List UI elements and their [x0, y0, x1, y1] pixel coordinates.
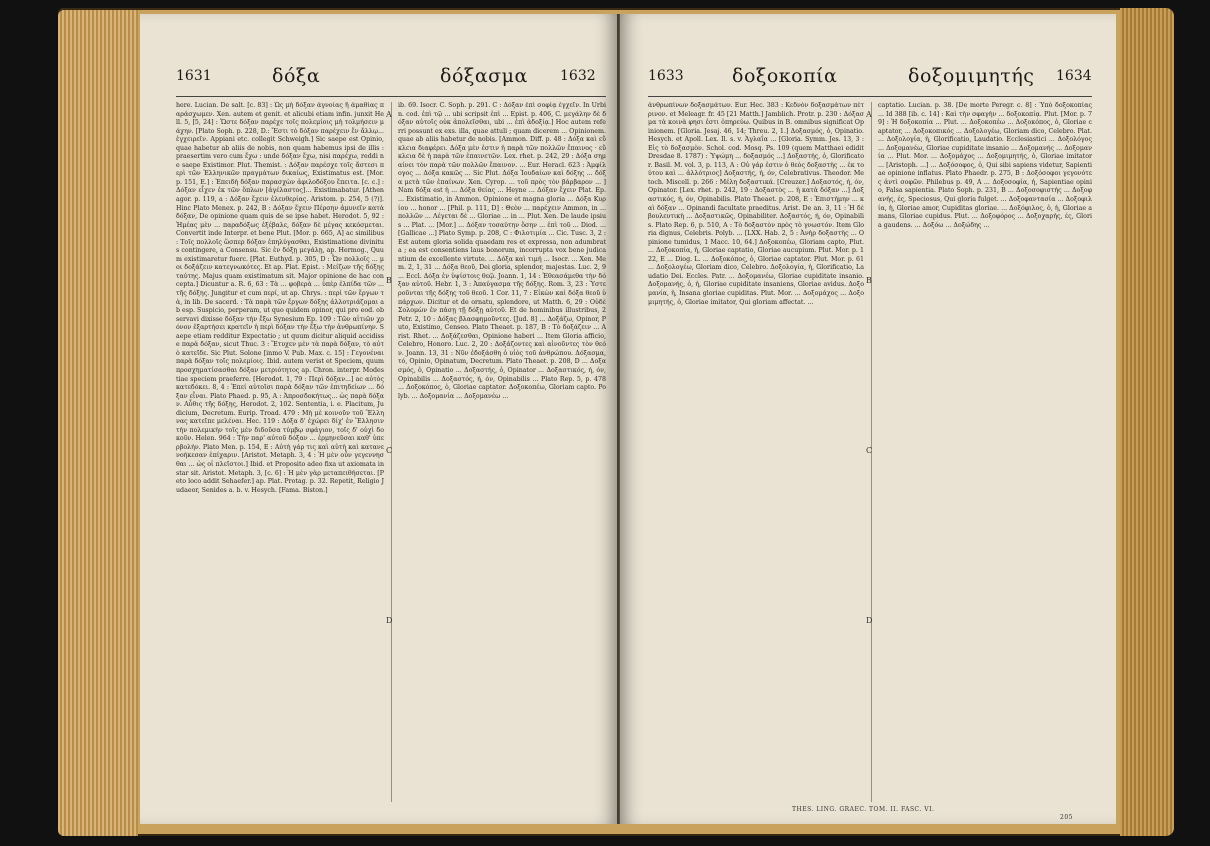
running-headword: δόξασμα [440, 65, 528, 87]
text-column-left: here. Lucian. De salt. [c. 83] : Ὡς μὴ δόξαν ἀγνοίας ἢ ἀμαθίας παράσχωμεν. Xen. autem et genit. et alicubi etiam infin. junxit Hell. 5, [5, 24] : Ὥστε δόξαν παρέχε τοῖς πολεμίοις μὴ τολμήσειν μάχην. [Plato Soph. p. 228, D.: Ἔστι τὸ δόξαν παρέχειν ἔν ἄλλῳ...ἐγχειρεῖν. Appiani etc. collegit Schweigh.] Sic saepe est Opinio, quae habetur ab aliis de nobis, non quam habemus ipsi de illis : praesertim vero cum ἔχω : unde δόξαν ἔχω, nisi παρέχω, reddi ne saepe Existimor. Plut. Themist. : Δόξαν παρέσχε τοῖς ἄστεσι περὶ τῶν Ἑλληνικῶν πραγμάτων δικαίως, Existimatus est. [Mor. p. 151, E.] : Ἐπειδὴ δόξαν παρασχὼν ἀφιλοδόξου ἔπειτα. [c. c.] : Δόξαν εἶχεν ἐκ τῶν ὅπλων [ἀγέλαστος]... Existimabatur. [Athenagor. p. 119, a : Δόξαν ἔχειν ἐλευθερίας. Aristom. p. 254, 5 (?)]. Hinc Plato Menex. p. 242, B : Δόξαν ἔχειν Πέρσην ἀμυνεῖν κατὰ δόξαν, De opinione quam quis de se ipse habet. Herodot. 5, 92 : Ἡμέας μὲν ... παραδόξως ἐξέβαλε, δόξαν δὲ μέγας κεκόσμεται. Convertit inde Interpr. et bene Plut. [Mor. p. 665, A] ac similibus : Τοῖς πολλοῖς ὥσπερ δόξαν ἐπηλύγασθαι, Existimatione divinitus contingere, a Consensu. Sic ἐν δόξῃ μεγάλῃ, ap. Hermog., Quum existimaretur fuerc. [Plat. Euthyd. p. 305, D : Ὧν πολλοῖς ... μοι δοξάζειν κατεγνωκότες. Et ap. Plat. Epist. : Μείζων τῆς δόξης ταύτης. Majus quam existimatum sit. Major opinione de hac concepta.] Dicuntur a. R. 6, 63 : Τὰ ... φοβερὰ ... ὑπὲρ ἐλπίδα τῶν ... τῆς δόξης. Jungitur et cum περί, ut ap. Chrys. : περὶ τῶν ἔργων τὰ, in lib. De sacerd. : Τὰ παρὰ τῶν ἔργων δόξης ἀλλοτριάζομαι ab esp. Suspicio, perperam, ut quo quidem opinor, qui pro eod. observavi dixisse δόξαν τὴν ἔξω Synesium Ep. 109 : Τῶν αἰτιῶν χρόνον ἐξαρτήσει κρατεῖν ἡ περὶ δόξαν τὴν ἔξω τὴν ἀνθρωπίνην. Saepe etiam redditur Expectatio ; ut quum dicitur aliquid accidisse παρὰ δόξαν, sicut Thuc. 3 : Ἔτυχεν μὲν τὰ παρὰ δόξαν, τὸ αὐτὸ κατεῖδε. Sic Plut. Solone [inmo V. Pub. Max. c. 15] : Γεγονέναι παρὰ δόξαν τοῖς πολεμίοις. Ibid. autem verist et Speciem, quum προσχηματίσασθαι δόξαν μετριότητος ap. Chron. interpr. Modestiae speciem praeferre. [Herodot. 1, 79 : Περὶ δόξαν...] ac αὐτὸς κατεδόκει. 8, 4 : Ἐπεί αὐτοῖσι παρὰ δόξαν τῶν ἐπιτηδείων ... δόξαν εἶναι. Plato Phaed. p. 95, A : Ἀπροσδοκήτως... ὡς παρὰ δόξαν. Αὖθις τῆς δόξης, Herodot. 2, 102. Sententia, i. e. Placitum, Judicium, Decretum. Eurip. Troad. 479 : Μὴ μὲ κοινοῦν τοῦ Ἕλληνας κατεῖπε μελέναι. Hec. 119 : Δόξα δ' ἐχώρει δίχ' ἐν Ἕλλησιν τὴν πολεμικὴν τοῖς μὲν διδοῦσα τύμβῳ σφάγιον, τοῖς δ' οὐχὶ δοκοῦν. Helen. 964 : Τὴν παρ' αὐτοῦ δόξαν ... ἑρμηνεῦσαι καθ' ὑπερβολήν. Plato Men. p. 154, E : Αὐτὴ γάρ τις καὶ αὐτὴ καὶ κατανενοήκεσαν ἐπίχαριν. [Aristot. Metaph. 3, 4 : Ἡ μὲν οὖν γεγεννησθαι ... ὡς οἱ πλεῖστοι.] Ibid. et Proposito adeo fixa ut axiomata instar sit. Aristot. Metaph. 3, [c. 6] : Ἡ μὲν γὰρ μεταπειθήσεται. [Peto loco addit Sehaefer.] ap. Plat. Protag. p. 32. Repetit, Religio Judaeor, Senides a. b. v. Hesych. [Fama. Biston.] [176, 102, 384, 494]
right-page [620, 14, 1116, 824]
section-mark: C [386, 446, 393, 455]
page-number: 1634 [1056, 68, 1092, 84]
section-mark: B [386, 276, 392, 285]
page-number: 1633 [648, 68, 684, 84]
right-page-header [620, 65, 1116, 94]
text-column-left: ἀνθρωπίνων δοξασμάτων. Eur. Hec. 383 : Κεδνὸν δοξασμάτων πέτρινον. et Meleagr. fr. 45 [21 Matth.] Jamblich. Protr. p. 230 : Δόξασμα τὰ κοινὰ φησι ἐστι ὁπηρεύω. Quibus in B. omnibus significat Opinionem. [Gloria. Jesaj. 46, 14; Threu. 2, 1.] Δοξασμός, ὁ, Opinatio. Hesych. et Apoll. Lex. Il. s. v. Ἀγλαΐα ... [Gloria. Symm. Jes. 13, 3 : Εἰς τὸ δοξασμὸν. Schol. cod. Mosq. Ps. 109 (quem Matthaei edidit Dresdae 8. 1787) : Ὑψώμη ... δοξασμός ...] Δοξαστής, ὁ, Glorificator. Basil. M. vol. 3, p. 113, A : Οὐ γάρ ἐστιν ὁ θεὸς δοξαστὴς ... ἐκ τούτου καὶ ... ἀλλότριος] Δοξαστής, ή, όν, Celebrativus. Theodor. Metoch. Miscell. p. 266 : Μέλη δοξαστικά. [Creuzer.] Δοξαστός, ή, όν, Opinator. [Lex. rhet. p. 242, 19 : Δοξαστὸς ... ἡ κατὰ δόξαν ...] Δοξαστικός, ή, όν, Opinabilis. Plato Theaet. p. 208, E : Ἐπιστήμην ... καὶ δόξαν ... Opinandi facultate praeditus. Arist. De an. 3, 11 : Ἡ δὲ βουλευτικὴ ... Δοξαστικῶς, Opinabiliter. Δοξαστός, ή, όν, Opinabilis. Plato Rep. 6, p. 510, A : Τὸ δοξαστὸν πρὸς τὸ γνωστόν. Item Gloria dignus, Celebris. Polyb. ... [LXX. Hab. 2, 5 : Ἀνὴρ δοξαστὴς ... Opinione tumidus, 1 Macc. 10, 64.] Δοξοκοπέω, Gloriam capto, Plut. ... Δοξοκοπία, ἡ, Gloriae captatio, Gloriae aucupium. Plut. Mor. p. 122, E ... Diog. L. ... Δοξοκόπος, ὁ, Gloriae captator. Plut. Mor. p. 61 ... Δοξολογέω, Gloriam dico, Celebro. Δοξολογία, ἡ, Glorificatio, Laudatio Dei. Eccles. Patr. ... Δοξομανέω, Gloriae cupiditate insanio. Δοξομανής, ὁ, ἡ, Gloriae cupiditate insaniens, Gloriae avidus. Δοξομανία, ἡ, Insana gloriae cupiditas. Plut. Mor. ... Δοξομάχος ... Δοξομιμητής, ὁ, Gloriae imitator, Qui gloriam affectat. ... [648, 102, 864, 306]
page-edges-left [58, 10, 138, 836]
section-mark: A [386, 110, 392, 119]
section-mark: D [866, 616, 873, 625]
running-headword: δοξομιμητής [908, 65, 1035, 87]
header-rule [648, 96, 1092, 97]
page-edges-right [1120, 8, 1174, 836]
page-number: 1632 [560, 68, 596, 84]
left-page [140, 14, 617, 824]
running-headword: δοξοκοπία [732, 65, 838, 87]
page-number: 1631 [176, 68, 212, 84]
text-column-right: ib. 69. Isocr. C. Soph. p. 291. C : Δόξαν ἐπὶ σοφίᾳ ἐγχεῖν. In Urbin. cod. ἐπὶ τῷ ... ubi scripsit ἐπὶ ... Epist. p. 406, C. μεγάλην δὲ δόξαν αὐτοῖς οὐκ ἀπολεῖσθαι, ubi ... ἐπὶ ἀδοξίᾳ.] Hoc autem referri possunt ex exs. illa, quae attuli ; quam dicerem ... Opinionem. quae ab aliis habetur de nobis. [Ammon. Diff. p. 48 : Δόξα καὶ εὔκλεια διαφέρει. Δόξα μὲν ἐστιν ἡ παρὰ τῶν πολλῶν ἔπαινος · εὔκλεια δὲ ἡ παρὰ τῶν ἐπαινετῶν. Lex. rhet. p. 242, 29 : Δόξα σημαίνει τὸν παρὰ τῶν πολλῶν ἔπαινον. ... Eur. Heracl. 623 : Ἀμφίλογος ... Δόξα κακῶς ... Sic Plut. Δόξα Ἰουδαίων καὶ δόξης ... δόξα μετὰ τῶν ἐπαίνων. Xen. Cyrop. ... τοῦ πρὸς τὸν βάρβαρον ... ] Nam δόξα est ἡ ... Δόξα θείας ... Heyne ... Δόξαν ἔχειν Plat. Ep. ... Existimatio, in Ammon. Opinione et magna gloria ... Δόξα Κυρίου ... honor ... [Phil. p. 111, D] : Θεὸν ... παρέχειν Ammon, in ... πολλῶν ... Λέγεται δὲ ... Gloriae ... in ... Plut. Xen. De laude ipsius ... Plat. ... [Mor.] ... Δόξαν τοσαύτην ὅσην ... ἐπὶ τοῦ ... Diod. ... [Gallicae ...] Plato Symp. p. 208, C : Φιλοτιμία ... Cic. Tusc. 3, 2 : Est autem gloria solida quaedam res et expressa, non adumbrata ; ea est consentiens laus bonorum, incorrupta vox bene judicantium de excellente virtute. ... Δόξα καὶ τιμή ... Isocr. ... Xen. Mem. 2, 1, 31 ... Δόξα θεοῦ, Dei gloria, splendor, majestas. Luc. 2, 9 ... Eccl. Δόξα ἐν ὑψίστοις θεῷ. Joann. 1, 14 : Ἐθεασάμεθα τὴν δόξαν αὐτοῦ. Hebr. 1, 3 : Ἀπαύγασμα τῆς δόξης. Rom. 3, 23 : Ὑστεροῦνται τῆς δόξης τοῦ θεοῦ. 1 Cor. 11, 7 : Εἰκὼν καὶ δόξα θεοῦ ὑπάρχων. Dicitur et de ornatu, splendore, ut Matth. 6, 29 : Οὐδὲ Σολομὼν ἐν πάσῃ τῇ δόξῃ αὐτοῦ. Et de hominibus illustribus, 2 Petr. 2, 10 : Δόξας βλασφημοῦντες. [Jud. 8] ... Δοξάζω, Opinor, Puto, Existimo, Censeo. Plato Theaet. p. 187, B : Τὸ δοξάζειν ... Arist. Rhet. ... Δοξάζεσθαι, Opinione haberi ... Item Gloria afficio, Celebro, Honoro. Luc. 2, 20 : Δοξάζοντες καὶ αἰνοῦντες τὸν θεόν. Joann. 13, 31 : Νῦν ἐδοξάσθη ὁ υἱὸς τοῦ ἀνθρώπου. Δόξασμα, τό, Opinio, Opinatum, Decretum. Plato Theaet. p. 208, D ... Δοξασμός, ὁ, Opinatio ... Δοξαστής, ὁ, Opinator ... Δοξαστικός, ή, όν, Opinabilis ... Δοξαστός, ή, όν, Opinabilis ... Plato Rep. 5, p. 478 ... Δοξοκόπος, ὁ, Gloriae captator. Δοξοκοπέω, Gloriam capto. Polyb. ... Δοξομανία ... Δοξομανέω ... [398, 102, 606, 400]
section-mark: A [866, 110, 872, 119]
left-page-header [140, 65, 617, 94]
running-headword: δόξα [272, 65, 321, 87]
signature-line: THES. LING. GRAEC. TOM. II. FASC. VI. [792, 806, 935, 813]
signature-number: 205 [1060, 814, 1073, 821]
header-rule [176, 96, 606, 97]
section-mark: D [386, 616, 393, 625]
section-mark: C [866, 446, 873, 455]
section-mark: B [866, 276, 872, 285]
text-column-right: captatio. Lucian. p. 38. [De morte Peregr. c. 8] : Ὑπὸ δοξοκοπίας ... Id 388 [ib. c. 14] : Καὶ τὴν σφαγὴν ... δοξοκοπίᾳ. Plut. [Mor. p. 79] : Ἡ δοξοκοπία ... Plut. ... Δοξοκοπέω ... Δοξοκόπος, ὁ, Gloriae captator, ... Δοξοκοπικός ... Δοξολογέω, Gloriam dico, Celebro. Plat. ... Δοξολογία, ἡ, Glorificatio, Laudatio. Ecclesiastici ... Δοξολόγος ... Δοξομανέω, Gloriae cupiditate insanio ... Δοξομανής ... Δοξομανία ... Plut. Mor. ... Δοξομάχος ... Δοξομιμητής, ὁ, Gloriae imitator ... [Aristoph. ...] ... Δοξόσοφος, ὁ, Qui sibi sapiens videtur, Sapientiae opinione inflatus. Plato Phaedr. p. 275, B : Δοξόσοφοι γεγονότες ἀντὶ σοφῶν. Philebus p. 49, A ... Δοξοσοφία, ἡ, Sapientiae opinio, Falsa sapientia. Plato Soph. p. 231, B ... Δοξοσοφιστής ... Δοξοφανής, ές, Speciosus, Qui gloria fulget. ... Δοξοφαντασία ... Δοξοφιλία, ἡ, Gloriae amor, Cupiditas gloriae. ... Δοξόφιλος, ὁ, ἡ, Gloriae amans, Gloriae cupidus. Plut. ... Δοξοφόρος ... Δοξοχαρής, ές, Gloria gaudens. ... Δοξόω ... Δοξώδης ... [878, 102, 1092, 229]
